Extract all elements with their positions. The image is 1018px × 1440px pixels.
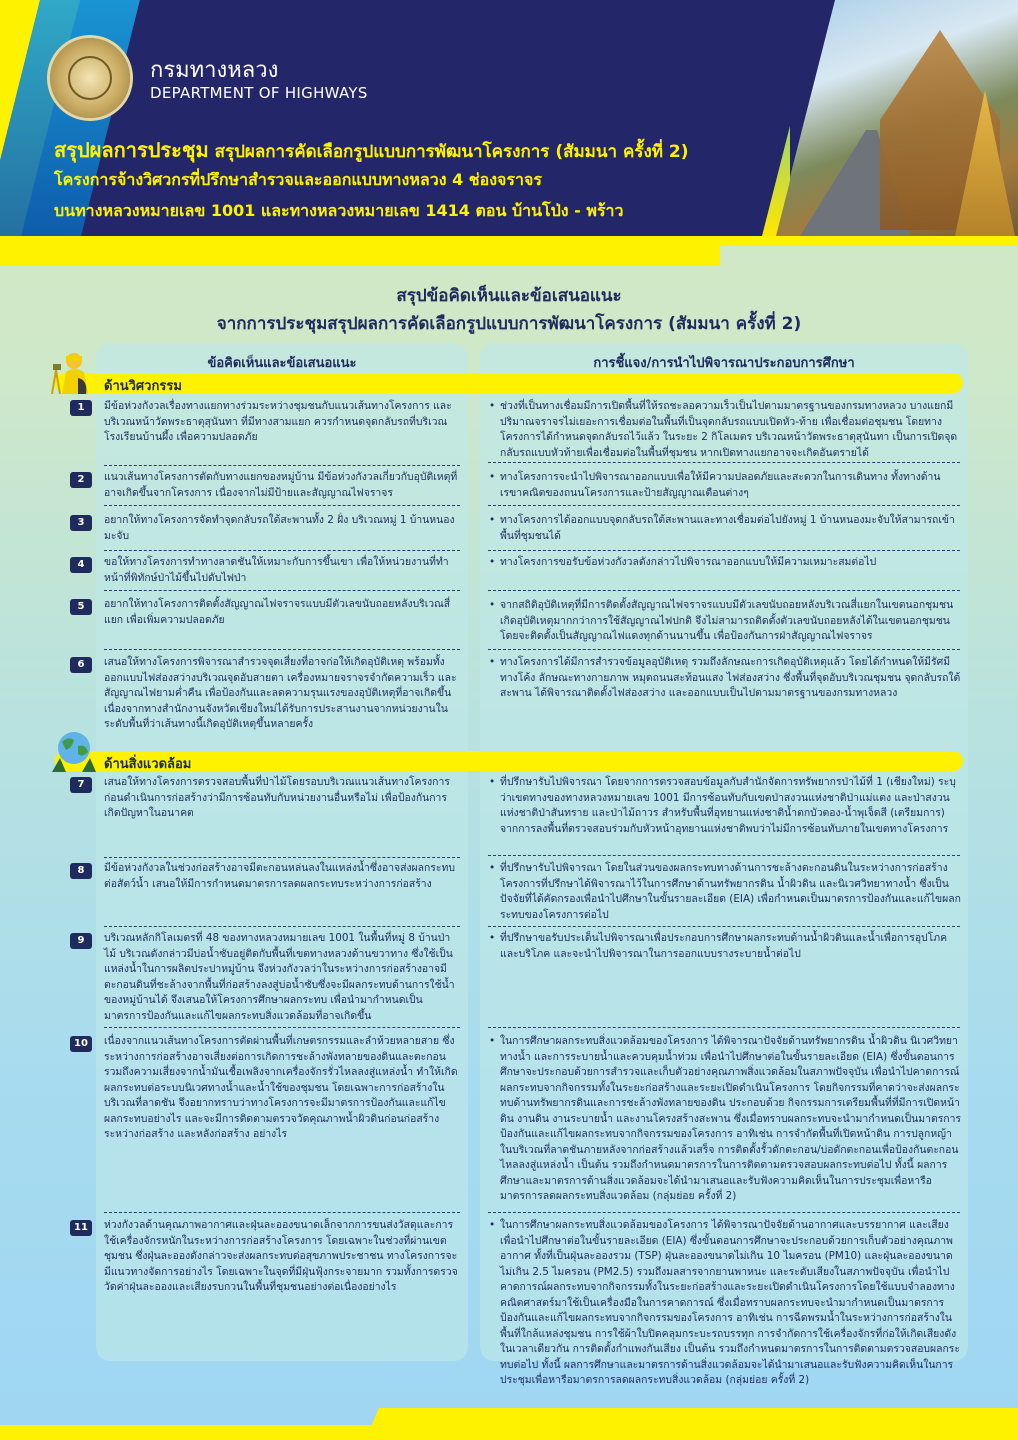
comment-text: แนวเส้นทางโครงการตัดกับทางแยกของหมู่บ้าน มีข้อห่วงกังวลเกี่ยวกับอุบัติเหตุที่อาจเกิดขึ้นจากโครงการ เนื่องจากไม่มีป้ายและสัญญาณไฟจราจร [104, 471, 458, 499]
comments-column-header: ข้อคิดเห็นและข้อเสนอแนะ [207, 356, 357, 371]
section-bar-engineering [55, 373, 963, 393]
divider [488, 855, 960, 856]
response-text: • ทางโครงการขอรับข้อห่วงกังวลดังกล่าวไปพิจารณาออกแบบให้มีความเหมาะสมต่อไป [488, 555, 964, 571]
item-number: 4 [70, 557, 92, 573]
divider [488, 1212, 960, 1213]
divider [488, 1027, 960, 1028]
divider [104, 857, 460, 858]
divider [104, 649, 460, 650]
item-number: 7 [70, 777, 92, 793]
section-label-engineering: ด้านวิศวกรรม [104, 379, 182, 394]
decorative-band [0, 1425, 1018, 1440]
response-text: • ในการศึกษาผลกระทบสิ่งแวดล้อมของโครงการ ได้พิจารณาปัจจัยด้านทรัพยากรดิน น้ำผิวดิน นิเวศวิทยาทางน้ำ และการระบายน้ำและควบคุมน้ำท่วม เพื่อนำไปศึกษาต่อในขั้นรายละเอียด (EIA) ซึ่งขั้นตอนการศึกษาจะประกอบด้วยการสำรวจและเก็บตัวอย่างคุณภาพสิ่งแวดล้อมในสภาพปัจจุบัน เพื่อนำไปคาดการณ์ผลกระทบจากกิจกรรมทั้งในระยะก่อสร้างและระยะเปิดดำเนินโครงการ โดยกิจกรรมที่คาดว่าจะส่งผลกระทบด้านทรัพยากรดินและการชะล้างพังทลายของดิน ประกอบด้วย กิจกรรมการเตรียมพื้นที่ที่มีการเปิดหน้าดิน งานดิน งานระบายน้ำ และงานโครงสร้างสะพาน ซึ่งเมื่อทราบผลกระทบจะนำมากำหนดเป็นมาตรการป้องกันและแก้ไขผลกระทบจากกิจกรรมของโครงการ อาทิเช่น การจำกัดพื้นที่เปิดหน้าดิน การปลูกหญ้าในบริเวณที่ลาดชันภายหลังจากก่อสร้างแล้วเสร็จ การติดตั้งรั้วดักตะกอน/บ่อดักตะกอนเพื่อป้องกันตะกอนไหลลงสู่แหล่งน้ำ เป็นต้น รวมถึงกำหนดมาตรการในการติดตามตรวจสอบผลกระทบต่อไป ทั้งนี้ ผลการศึกษาและมาตรการด้านสิ่งแวดล้อมจะได้นำมาเสนอและรับฟังความคิดเห็นในการประชุมเพื่อหารือมาตรการลดผลกระทบสิ่งแวดล้อม (กลุ่มย่อย ครั้งที่ 2) [488, 1034, 964, 1205]
surveyor-icon [48, 348, 94, 394]
comment-text: เสนอให้ทางโครงการตรวจสอบพื้นที่ป่าไม้โดยรอบบริเวณแนวเส้นทางโครงการก่อนดำเนินการก่อสร้างว่ามีการซ้อนทับกับหน่วยงานอื่นหรือไม่ เพื่อป้องกันการเกิดปัญหาในอนาคต [104, 776, 450, 819]
divider [104, 590, 460, 591]
section-label-environment: ด้านสิ่งแวดล้อม [104, 757, 192, 772]
item-number: 10 [70, 1036, 92, 1052]
item-number: 3 [70, 515, 92, 531]
divider [104, 550, 460, 551]
item-number: 2 [70, 472, 92, 488]
comment-text: อยากให้ทางโครงการติดตั้งสัญญาณไฟจราจรแบบมีตัวเลขนับถอยหลังบริเวณสี่แยก เพื่อเพิ่มความปลอดภัย [104, 598, 451, 626]
department-logo-icon [50, 38, 130, 118]
comment-text: อยากให้ทางโครงการจัดทำจุดกลับรถใต้สะพานทั้ง 2 ฝั่ง บริเวณหมู่ 1 บ้านหนองมะจับ [104, 514, 455, 542]
item-number: 6 [70, 657, 92, 673]
comment-text: ห่วงกังวลด้านคุณภาพอากาศและฝุ่นละอองขนาดเล็กจากการขนส่งวัสดุและการใช้เครื่องจักรหนักในระหว่างการก่อสร้างโครงการ โดยเฉพาะในช่วงที่ผ่านเขตชุมชน ซึ่งฝุ่นละอองดังกล่าวจะส่งผลกระทบต่อสุขภาพประชาชน ทางโครงการจะมีแนวทางจัดการอย่างไร โดยเฉพาะในจุดที่มีฝุ่นฟุ้งกระจายมาก รวมทั้งการตรวจวัดค่าฝุ่นละอองและเสียงรบกวนในพื้นที่ชุมชนอย่างต่อเนื่องอย่างไร [104, 1219, 458, 1293]
divider [104, 465, 460, 466]
title-line1: สรุปผลการคัดเลือกรูปแบบการพัฒนาโครงการ (สัมมนา ครั้งที่ 2) [214, 142, 689, 162]
item-number: 5 [70, 599, 92, 615]
globe-icon [52, 728, 96, 772]
divider [104, 926, 460, 927]
divider [104, 505, 460, 506]
response-text: • ทางโครงการได้ออกแบบจุดกลับรถใต้สะพานและทางเชื่อมต่อไปยังหมู่ 1 บ้านหนองมะจับให้สามารถเข้าพื้นที่ชุมชนได้ [488, 513, 964, 544]
department-name-en: DEPARTMENT OF HIGHWAYS [150, 84, 368, 102]
response-text: • จากสถิติอุบัติเหตุที่มีการติดตั้งสัญญาณไฟจราจรแบบมีตัวเลขนับถอยหลังบริเวณสี่แยกในเขตนอกชุมชน เกิดอุบัติเหตุมากกว่าการใช้สัญญาณไฟปกติ จึงไม่สามารถติดตั้งตัวเลขนับถอยหลังได้ในเขตนอกชุมชน โดยจะติดตั้งเป็นสัญญาณไฟแดงทุกด้านนานขึ้น เพื่อป้องกันการฝ่าสัญญาณไฟจราจร [488, 598, 964, 645]
decorative-band [705, 236, 1018, 246]
divider [488, 550, 960, 551]
response-text: • ที่ปรึกษารับไปพิจารณา โดยจากการตรวจสอบข้อมูลกับสำนักจัดการทรัพยากรป่าไม้ที่ 1 (เชียงใหม่) ระบุว่าเขตทางของทางหลวงหมายเลข 1001 มีการซ้อนทับกับเขตป่าสงวนแห่งชาติป่าแม่แตง และป่าสงวนแห่งชาติป่าสันทราย และป่าไม้ถาวร สำหรับพื้นที่อุทยานแห่งชาติน้ำตกบัวตอง-น้ำพุเจ็ดสี (เตรียมการ) จากการลงพื้นที่ตรวจสอบร่วมกับหัวหน้าอุทยานแห่งชาติพบว่าไม่มีการซ้อนทับภายในเขตทางโครงการ [488, 775, 964, 837]
summary-subtitle: จากการประชุมสรุปผลการคัดเลือกรูปแบบการพัฒนาโครงการ (สัมมนา ครั้งที่ 2) [216, 314, 802, 334]
summary-title: สรุปข้อคิดเห็นและข้อเสนอแนะ [396, 286, 622, 306]
item-number: 9 [70, 933, 92, 949]
title-line2: โครงการจ้างวิศวกรที่ปรึกษาสำรวจและออกแบบทางหลวง 4 ช่องจราจร [54, 170, 542, 189]
responses-column-header: การชี้แจง/การนำไปพิจารณาประกอบการศึกษา [593, 356, 855, 371]
divider [488, 590, 960, 591]
comment-text: ขอให้ทางโครงการทำทางลาดชันให้เหมาะกับการขึ้นเขา เพื่อให้หน่วยงานที่ทำหน้าที่พิทักษ์ป่าไม้ขึ้นไปดับไฟป่า [104, 556, 449, 584]
response-text: • ทางโครงการจะนำไปพิจารณาออกแบบเพื่อให้มีความปลอดภัยและสะดวกในการเดินทาง ทั้งทางด้านเรขาคณิตของถนนโครงการและป้ายสัญญาณเตือนต่างๆ [488, 470, 964, 501]
response-text: • ในการศึกษาผลกระทบสิ่งแวดล้อมของโครงการ ได้พิจารณาปัจจัยด้านอากาศและบรรยากาศ และเสียง เพื่อนำไปศึกษาต่อในขั้นรายละเอียด (EIA) ซึ่งขั้นตอนการศึกษาจะประกอบด้วยการเก็บตัวอย่างคุณภาพอากาศ ทั้งที่เป็นฝุ่นละอองรวม (TSP) ฝุ่นละอองขนาดไม่เกิน 10 ไมครอน (PM10) และฝุ่นละอองขนาดไม่เกิน 2.5 ไมครอน (PM2.5) รวมถึงมลสารจากยานพาหนะ และระดับเสียงในสภาพปัจจุบัน เพื่อนำไปคาดการณ์ผลกระทบจากกิจกรรมทั้งในระยะก่อสร้างและระยะเปิดดำเนินโครงการโดยใช้แบบจำลองทางคณิตศาสตร์มาใช้เป็นเครื่องมือในการคาดการณ์ ซึ่งเมื่อทราบผลกระทบจะนำมากำหนดเป็นมาตรการป้องกันและแก้ไขผลกระทบจากกิจกรรมของโครงการ อาทิเช่น การฉีดพรมน้ำในระหว่างการก่อสร้างในพื้นที่ใกล้แหล่งชุมชน การใช้ผ้าใบปิดคลุมกระบะรถบรรทุก การจำกัดการใช้เครื่องจักรที่ก่อให้เกิดเสียงดังในเวลาเดียวกัน การติดตั้งกำแพงกันเสียง เป็นต้น รวมถึงกำหนดมาตรการในการติดตามตรวจสอบผลกระทบต่อไป ทั้งนี้ ผลการศึกษาและมาตรการด้านสิ่งแวดล้อมจะได้นำมาเสนอและรับฟังความคิดเห็นในการประชุมเพื่อหารือมาตรการลดผลกระทบสิ่งแวดล้อม (กลุ่มย่อย ครั้งที่ 2) [488, 1218, 964, 1389]
comment-text: บริเวณหลักกิโลเมตรที่ 48 ของทางหลวงหมายเลข 1001 ในพื้นที่หมู่ 8 บ้านป่าไม้ บริเวณดังกล่าวมีบ่อน้ำซับอยู่ติดกับพื้นที่เขตทางหลวงด้านขวาทาง ซึ่งใช้เป็นแหล่งน้ำในการผลิตประปาหมู่บ้าน จึงห่วงกังวลว่าในระหว่างการก่อสร้างอาจมีตะกอนดินที่ชะล้างจากพื้นที่ก่อสร้างลงสู่บ่อน้ำซับซึ่งจะมีผลกระทบด้านการใช้น้ำของหมู่บ้านได้ จึงเสนอให้โครงการศึกษาผลกระทบ เพื่อนำมากำหนดเป็นมาตรการป้องกันและแก้ไขผลกระทบสิ่งแวดล้อมที่อาจเกิดขึ้น [104, 932, 455, 1022]
divider [104, 1212, 460, 1213]
item-number: 11 [70, 1220, 92, 1236]
item-number: 8 [70, 863, 92, 879]
decorative-band [0, 236, 720, 266]
response-text: • ทางโครงการได้มีการสำรวจข้อมูลอุบัติเหตุ รวมถึงลักษณะการเกิดอุบัติเหตุแล้ว โดยได้กำหนดให้มีรัศมีทางโค้ง ลักษณะทางกายภาพ หมุดถนนสะท้อนแสง ไฟส่องสว่าง ซึ่งพื้นที่จุดอับบริเวณชุมชน จุดกลับรถใต้สะพาน ได้พิจารณาติดตั้งไฟส่องสว่าง และออกแบบเป็นไปตามมาตรฐานของกรมทางหลวง [488, 655, 964, 702]
response-text: • ที่ปรึกษาขอรับประเด็นไปพิจารณาเพื่อประกอบการศึกษาผลกระทบด้านน้ำผิวดินและน้ำเพื่อการอุปโภคและบริโภค และจะนำไปพิจารณาในการออกแบบรางระบายน้ำต่อไป [488, 931, 964, 962]
header-banner [0, 0, 1018, 236]
divider [488, 462, 960, 463]
department-name-th: กรมทางหลวง [150, 58, 279, 83]
comment-text: มีข้อห่วงกังวลในช่วงก่อสร้างอาจมีตะกอนหล่นลงในแหล่งน้ำซึ่งอาจส่งผลกระทบต่อสัตว์น้ำ เสนอให้มีการกำหนดมาตรการลดผลกระทบระหว่างการก่อสร้าง [104, 862, 455, 890]
divider [104, 1027, 460, 1028]
comment-text: เสนอให้ทางโครงการพิจารณาสำรวจจุดเสี่ยงที่อาจก่อให้เกิดอุบัติเหตุ พร้อมทั้งออกแบบไฟส่องสว่างบริเวณจุดอับสายตา เครื่องหมายจราจรจำกัดความเร็ว และสัญญาณไฟยามค่ำคืน เพื่อป้องกันและลดความรุนแรงของอุบัติเหตุที่อาจเกิดขึ้น เนื่องจากทางสำนักงานจังหวัดเชียงใหม่ได้รับการประสานงานจากหน่วยงานในระดับพื้นที่ว่าเส้นทางนี้เกิดอุบัติเหตุขึ้นหลายครั้ง [104, 656, 457, 730]
response-text: • ช่วงที่เป็นทางเชื่อมมีการเปิดพื้นที่ให้รถชะลอความเร็วเป็นไปตามมาตรฐานของกรมทางหลวง บางแยกมีปริมาณจราจรไม่เยอะการเชื่อมต่อในพื้นที่เป็นจุดกลับรถแบบเปิดหัว-ท้าย เพื่อเชื่อมต่อชุมชน โดยทางโครงการได้กำหนดจุดกลับรถไว้แล้ว ในระยะ 2 กิโลเมตร บริเวณหน้าวัดพระธาตุสุนันทา เป็นการเปิดจุดกลับรถแบบหัวท้ายเพื่อเชื่อมต่อในพื้นที่ชุมชน หากเปิดทางแยกอาจจะเกิดอันตรายได้ [488, 399, 964, 461]
response-text: • ที่ปรึกษารับไปพิจารณา โดยในส่วนของผลกระทบทางด้านการชะล้างตะกอนดินในระหว่างการก่อสร้างโครงการที่ปรึกษาได้พิจารณาไว้ในการศึกษาด้านทรัพยากรดิน น้ำผิวดิน และนิเวศวิทยาทางน้ำ ซึ่งเป็นปัจจัยที่ได้คัดกรองเพื่อนำไปศึกษาในขั้นรายละเอียด (EIA) เพื่อกำหนดเป็นมาตรการป้องกันและแก้ไขผลกระทบของโครงการต่อไป [488, 861, 964, 923]
divider [488, 649, 960, 650]
item-number: 1 [70, 400, 92, 416]
comment-text: เนื่องจากแนวเส้นทางโครงการตัดผ่านพื้นที่เกษตรกรรมและลำห้วยหลายสาย ซึ่งระหว่างการก่อสร้างอาจเสี่ยงต่อการเกิดการชะล้างพังทลายของดินและตะกอน รวมถึงความเสี่ยงจากน้ำมันเชื้อเพลิงจากเครื่องจักรรั่วไหลลงสู่แหล่งน้ำ ทำให้เกิดผลกระทบต่อระบบนิเวศทางน้ำและน้ำใช้ของชุมชน โดยเฉพาะการก่อสร้างในบริเวณที่ลาดชัน จึงอยากทราบว่าทางโครงการจะมีมาตรการป้องกันและแก้ไขผลกระทบอย่างไร และจะมีการติดตามตรวจวัดคุณภาพน้ำผิวดินก่อนก่อสร้าง ระหว่างก่อสร้าง และหลังก่อสร้าง อย่างไร [104, 1035, 458, 1140]
page-title [54, 134, 689, 166]
comment-text: มีข้อห่วงกังวลเรื่องทางแยกทางร่วมระหว่างชุมชนกับแนวเส้นทางโครงการ และบริเวณหน้าวัดพระธาตุสุนันทา ที่มีทางสามแยก ควรกำหนดจุดกลับรถที่บริเวณโรงเรียนบ้านผึ้ง เพื่อความปลอดภัย [104, 400, 452, 443]
divider [488, 505, 960, 506]
title-prefix: สรุปผลการประชุม [54, 138, 209, 162]
title-line3: บนทางหลวงหมายเลข 1001 และทางหลวงหมายเลข 1414 ตอน บ้านโป่ง - พร้าว [54, 201, 624, 220]
divider [488, 926, 960, 927]
